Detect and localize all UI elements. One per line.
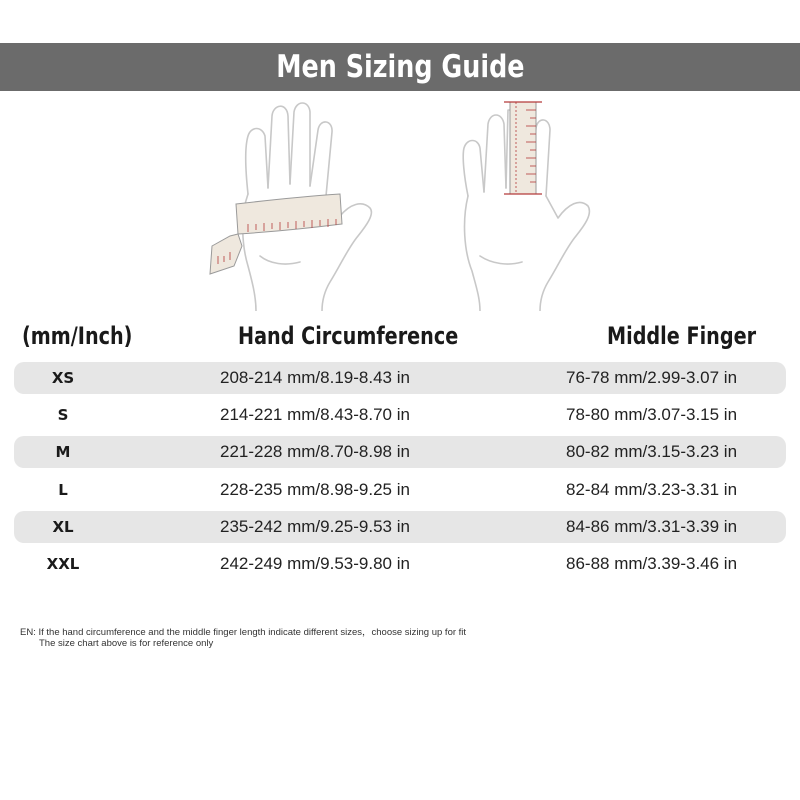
middle-finger-cell: 76-78 mm/2.99-3.07 in [566,368,738,387]
ruler-icon [504,102,542,194]
table-row [14,362,786,394]
middle-finger-cell: 80-82 mm/3.15-3.23 in [566,442,738,461]
middle-finger-cell: 78-80 mm/3.07-3.15 in [566,405,738,424]
circumference-cell: 242-249 mm/9.53-9.80 in [220,554,410,573]
middle-finger-header: Middle Finger [607,322,757,350]
size-cell: XXL [46,555,80,573]
size-cell: S [57,406,69,424]
measuring-tape-icon [210,194,342,274]
middle-finger-cell: 82-84 mm/3.23-3.31 in [566,480,738,499]
page-title: Men Sizing Guide [275,49,525,85]
circumference-cell: 214-221 mm/8.43-8.70 in [220,405,410,424]
size-cell: M [55,443,71,461]
circumference-cell: 208-214 mm/8.19-8.43 in [220,368,410,387]
middle-finger-illustration [450,96,605,311]
size-cell: XL [52,518,74,536]
title-bar [0,43,800,91]
table-row [14,474,786,506]
circumference-header: Hand Circumference [238,322,459,350]
size-cell: XS [51,369,75,387]
table-row [14,436,786,468]
hand-circumference-illustration [190,96,390,311]
table-row [14,399,786,431]
middle-finger-cell: 84-86 mm/3.31-3.39 in [566,517,738,536]
table-row [14,548,786,580]
middle-finger-cell: 86-88 mm/3.39-3.46 in [566,554,738,573]
size-cell: L [58,481,68,499]
circumference-cell: 221-228 mm/8.70-8.98 in [220,442,410,461]
unit-header: (mm/Inch) [22,322,133,350]
circumference-cell: 235-242 mm/9.25-9.53 in [220,517,410,536]
sizing-note: EN: If the hand circumference and the middle finger length indicate different sizes，choose sizing up for fit [20,627,467,638]
circumference-cell: 228-235 mm/8.98-9.25 in [220,480,410,499]
reference-note: The size chart above is for reference only [39,638,214,649]
table-row [14,511,786,543]
